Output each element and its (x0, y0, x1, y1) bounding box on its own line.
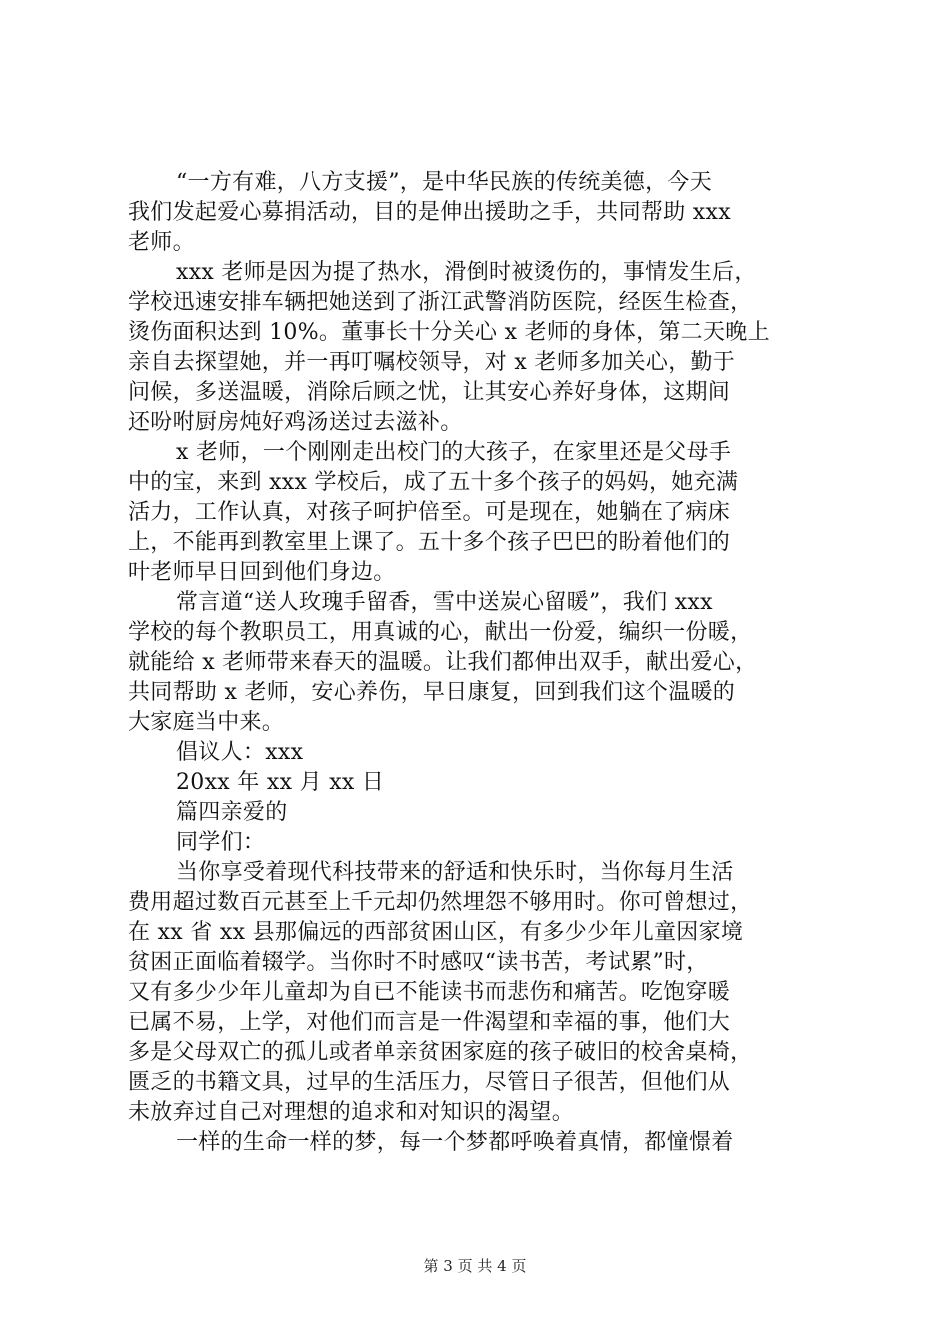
paragraph-line: 烫伤面积达到 10%。董事长十分关心 x 老师的身体，第二天晚上 (128, 320, 770, 345)
paragraph-line: 我们发起爱心募捐活动，目的是伸出援助之手，共同帮助 xxx (128, 200, 731, 225)
paragraph-line: 在 xx 省 xx 县那偏远的西部贫困山区，有多少少年儿童因家境 (128, 920, 744, 945)
paragraph-line: “一方有难，八方支援”，是中华民族的传统美德，今天 (176, 170, 712, 195)
paragraph-line: 叶老师早日回到他们身边。 (128, 560, 396, 585)
page-footer: 第 3 页 共 4 页 (423, 1257, 527, 1275)
paragraph-line: 共同帮助 x 老师，安心养伤，早日康复，回到我们这个温暖的 (128, 680, 736, 705)
paragraph-line: 未放弃过自己对理想的追求和对知识的渴望。 (128, 1100, 575, 1125)
paragraph-line: 又有多少少年儿童却为自已不能读书而悲伤和痛苦。吃饱穿暖 (128, 980, 731, 1005)
section-heading: 篇四亲爱的 (176, 800, 288, 825)
paragraph-line: 多是父母双亡的孤儿或者单亲贫困家庭的孩子破旧的校舍桌椅， (128, 1040, 753, 1065)
paragraph-line: 费用超过数百元甚至上千元却仍然埋怨不够用时。你可曾想过， (128, 890, 753, 915)
paragraph-line: 老师。 (128, 230, 195, 255)
signature-line: 倡议人：xxx (176, 740, 304, 765)
paragraph-line: 学校迅速安排车辆把她送到了浙江武警消防医院，经医生检查， (128, 290, 753, 315)
paragraph-line: x 老师，一个刚刚走出校门的大孩子，在家里还是父母手 (176, 440, 732, 465)
paragraph-line: 当你享受着现代科技带来的舒适和快乐时，当你每月生活 (176, 860, 734, 885)
paragraph-line: 常言道“送人玫瑰手留香，雪中送炭心留暖”，我们 xxx (176, 590, 713, 615)
paragraph-line: 中的宝，来到 xxx 学校后，成了五十多个孩子的妈妈，她充满 (128, 470, 739, 495)
paragraph-line: 贫困正面临着辍学。当你时不时感叹“读书苦，考试累”时， (128, 950, 709, 975)
paragraph-line: 亲自去探望她，并一再叮嘱校领导，对 x 老师多加关心，勤于 (128, 350, 736, 375)
paragraph-line: 一样的生命一样的梦，每一个梦都呼唤着真情，都憧憬着 (176, 1130, 734, 1155)
paragraph-line: 大家庭当中来。 (128, 710, 285, 735)
paragraph-line: 匮乏的书籍文具，过早的生活压力，尽管日子很苦，但他们从 (128, 1070, 731, 1095)
paragraph-line: 已属不易，上学，对他们而言是一件渴望和幸福的事，他们大 (128, 1010, 731, 1035)
date-line: 20xx 年 xx 月 xx 日 (176, 770, 385, 795)
paragraph-line: 还吩咐厨房炖好鸡汤送过去滋补。 (128, 410, 463, 435)
paragraph-line: 就能给 x 老师带来春天的温暖。让我们都伸出双手，献出爱心， (128, 650, 758, 675)
paragraph-line: 上，不能再到教室里上课了。五十多个孩子巴巴的盼着他们的 (128, 530, 731, 555)
paragraph-line: 问候，多送温暖，消除后顾之忧，让其安心养好身体，这期间 (128, 380, 731, 405)
paragraph-line: 活力，工作认真，对孩子呵护倍至。可是现在，她躺在了病床 (128, 500, 731, 525)
salutation-line: 同学们： (176, 830, 266, 855)
document-body (128, 168, 832, 1158)
paragraph-line: xxx 老师是因为提了热水，滑倒时被烫伤的，事情发生后， (176, 260, 757, 285)
paragraph-line: 学校的每个教职员工，用真诚的心，献出一份爱，编织一份暖， (128, 620, 753, 645)
